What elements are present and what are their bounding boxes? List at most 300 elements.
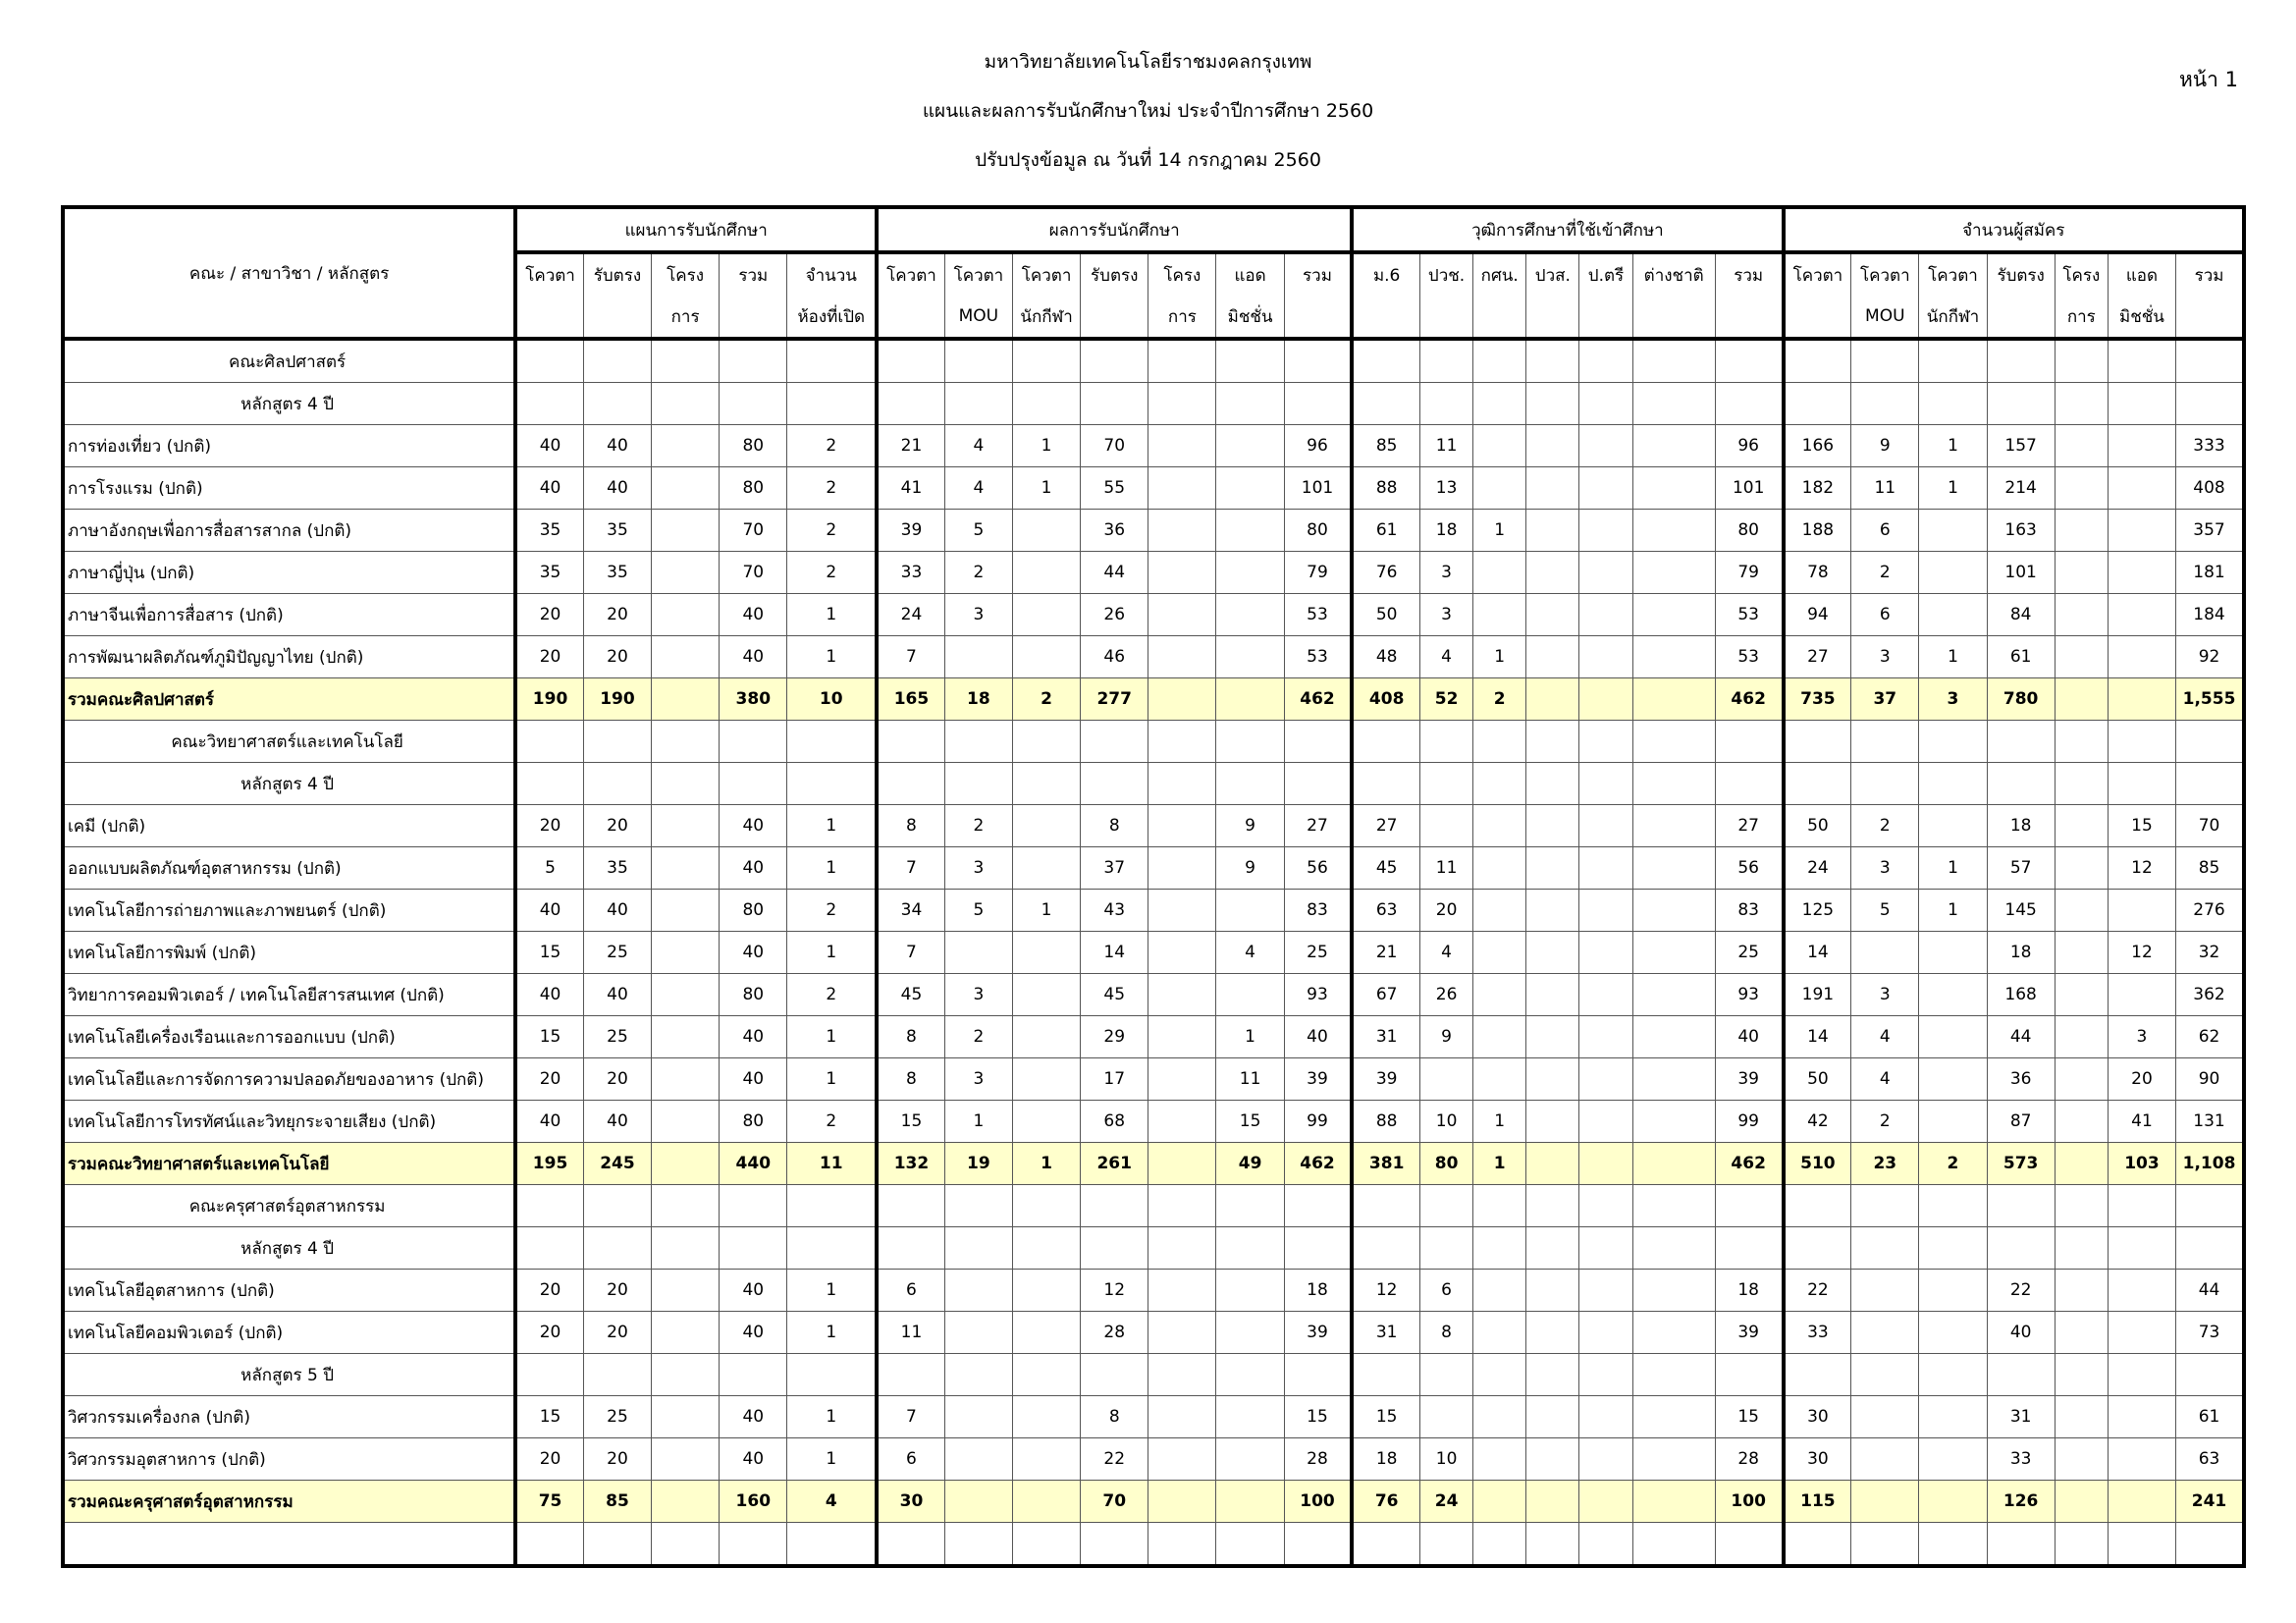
table-cell: 28 xyxy=(1284,1438,1352,1481)
table-cell: 1 xyxy=(1012,890,1080,932)
table-cell xyxy=(1216,1481,1284,1523)
column-header-cont xyxy=(1081,296,1148,339)
table-cell: 6 xyxy=(1851,594,1919,636)
table-cell xyxy=(1012,1396,1080,1438)
table-cell: 277 xyxy=(1081,678,1148,721)
table-cell xyxy=(1715,721,1783,763)
faculty-name: คณะศิลปศาสตร์ xyxy=(63,339,515,383)
table-cell xyxy=(1012,1016,1080,1058)
table-cell xyxy=(1148,847,1216,890)
table-cell xyxy=(1919,383,1987,425)
table-cell: 41 xyxy=(877,467,944,510)
table-cell: 163 xyxy=(1987,510,2055,552)
table-cell xyxy=(652,510,720,552)
table-cell xyxy=(1987,339,2055,383)
table-cell xyxy=(2108,339,2175,383)
table-cell xyxy=(1579,1354,1632,1396)
table-cell xyxy=(515,721,583,763)
table-cell: 357 xyxy=(2176,510,2244,552)
table-cell xyxy=(1632,1227,1715,1270)
table-cell: 15 xyxy=(1216,1101,1284,1143)
table-cell xyxy=(652,1101,720,1143)
column-header: โครง xyxy=(652,252,720,296)
table-cell xyxy=(1784,1185,1851,1227)
table-cell: 21 xyxy=(1352,932,1419,974)
table-cell xyxy=(720,1354,787,1396)
table-cell xyxy=(583,763,651,805)
table-cell xyxy=(2055,763,2108,805)
table-cell: 42 xyxy=(1784,1101,1851,1143)
table-cell: 190 xyxy=(583,678,651,721)
table-cell: 15 xyxy=(515,1396,583,1438)
column-header: แอด xyxy=(1216,252,1284,296)
table-cell xyxy=(1473,1016,1526,1058)
table-cell xyxy=(1919,1058,1987,1101)
table-cell: 2 xyxy=(1851,552,1919,594)
table-cell xyxy=(1473,1438,1526,1481)
table-cell xyxy=(583,1523,651,1567)
table-cell: 381 xyxy=(1352,1143,1419,1185)
table-cell: 40 xyxy=(515,974,583,1016)
table-cell xyxy=(2108,678,2175,721)
table-cell xyxy=(1216,383,1284,425)
table-cell xyxy=(1632,339,1715,383)
table-cell: 53 xyxy=(1284,636,1352,678)
table-cell: 1,108 xyxy=(2176,1143,2244,1185)
table-cell: 20 xyxy=(515,1312,583,1354)
table-cell: 15 xyxy=(1352,1396,1419,1438)
table-cell xyxy=(2055,425,2108,467)
table-cell xyxy=(720,1185,787,1227)
column-header-cont xyxy=(1987,296,2055,339)
table-cell xyxy=(1148,510,1216,552)
table-cell: 2 xyxy=(1473,678,1526,721)
table-cell: 4 xyxy=(944,425,1012,467)
table-cell xyxy=(1632,974,1715,1016)
table-cell: 11 xyxy=(787,1143,877,1185)
table-cell xyxy=(1420,1185,1473,1227)
table-cell xyxy=(1632,467,1715,510)
prog-name: หลักสูตร 5 ปี xyxy=(63,1354,515,1396)
table-cell xyxy=(2108,974,2175,1016)
table-cell: 36 xyxy=(1081,510,1148,552)
faculty-row xyxy=(63,339,2244,383)
table-cell xyxy=(1473,383,1526,425)
table-cell: 10 xyxy=(787,678,877,721)
table-cell xyxy=(1284,1227,1352,1270)
table-cell: 31 xyxy=(1352,1312,1419,1354)
table-row xyxy=(63,1058,2244,1101)
first-col-header: คณะ / สาขาวิชา / หลักสูตร xyxy=(63,207,515,339)
table-cell xyxy=(1526,1227,1579,1270)
table-cell xyxy=(1851,1227,1919,1270)
table-cell xyxy=(2055,1523,2108,1567)
table-cell xyxy=(1216,1227,1284,1270)
table-cell xyxy=(652,1227,720,1270)
table-cell: 20 xyxy=(583,805,651,847)
table-cell xyxy=(1012,721,1080,763)
table-cell: 40 xyxy=(515,1101,583,1143)
program-name: เทคโนโลยีการโทรทัศน์และวิทยุกระจายเสียง (ปกติ) xyxy=(63,1101,515,1143)
table-cell xyxy=(2055,383,2108,425)
table-row xyxy=(63,1270,2244,1312)
table-cell xyxy=(2055,1143,2108,1185)
table-cell: 1 xyxy=(787,1438,877,1481)
table-cell: 20 xyxy=(515,805,583,847)
table-cell: 4 xyxy=(1420,636,1473,678)
table-cell: 13 xyxy=(1420,467,1473,510)
table-cell: 2 xyxy=(1012,678,1080,721)
column-header-cont: การ xyxy=(652,296,720,339)
table-cell: 462 xyxy=(1284,1143,1352,1185)
table-cell xyxy=(2176,1227,2244,1270)
table-cell xyxy=(1352,1227,1419,1270)
table-cell xyxy=(787,1227,877,1270)
group-header: วุฒิการศึกษาที่ใช้เข้าศึกษา xyxy=(1352,207,1783,252)
table-cell xyxy=(2108,383,2175,425)
column-header: แอด xyxy=(2108,252,2175,296)
table-cell xyxy=(2108,1270,2175,1312)
table-cell: 2 xyxy=(1919,1143,1987,1185)
table-cell: 83 xyxy=(1715,890,1783,932)
table-cell: 14 xyxy=(1081,932,1148,974)
table-cell xyxy=(1148,1101,1216,1143)
table-cell: 15 xyxy=(877,1101,944,1143)
table-cell: 1,555 xyxy=(2176,678,2244,721)
group-header: แผนการรับนักศึกษา xyxy=(515,207,877,252)
table-cell xyxy=(1987,763,2055,805)
column-header: รวม xyxy=(1284,252,1352,296)
table-cell: 25 xyxy=(1284,932,1352,974)
table-cell xyxy=(877,339,944,383)
table-cell: 132 xyxy=(877,1143,944,1185)
table-cell: 131 xyxy=(2176,1101,2244,1143)
table-cell xyxy=(2108,1523,2175,1567)
column-header-cont: MOU xyxy=(944,296,1012,339)
table-cell xyxy=(1526,467,1579,510)
table-cell xyxy=(944,1227,1012,1270)
group-header: ผลการรับนักศึกษา xyxy=(877,207,1352,252)
table-cell xyxy=(1784,721,1851,763)
table-cell: 80 xyxy=(720,890,787,932)
table-cell xyxy=(1987,1354,2055,1396)
table-cell xyxy=(1420,721,1473,763)
table-cell: 510 xyxy=(1784,1143,1851,1185)
table-cell: 40 xyxy=(583,890,651,932)
table-cell xyxy=(1473,847,1526,890)
table-cell xyxy=(1148,1396,1216,1438)
table-cell: 182 xyxy=(1784,467,1851,510)
table-cell xyxy=(1919,1354,1987,1396)
table-cell: 1 xyxy=(787,1270,877,1312)
table-row xyxy=(63,974,2244,1016)
table-cell: 3 xyxy=(1851,847,1919,890)
table-cell: 40 xyxy=(583,974,651,1016)
table-cell xyxy=(1579,552,1632,594)
table-cell xyxy=(1148,552,1216,594)
page-number: หน้า 1 xyxy=(2178,68,2238,91)
table-cell xyxy=(2055,721,2108,763)
table-cell xyxy=(1919,339,1987,383)
table-cell: 7 xyxy=(877,1396,944,1438)
program-name: ออกแบบผลิตภัณฑ์อุตสาหกรรม (ปกติ) xyxy=(63,847,515,890)
table-cell: 15 xyxy=(1715,1396,1783,1438)
table-cell: 1 xyxy=(944,1101,1012,1143)
table-cell: 26 xyxy=(1081,594,1148,636)
table-cell xyxy=(1352,721,1419,763)
table-cell: 40 xyxy=(720,847,787,890)
table-cell: 1 xyxy=(787,1016,877,1058)
table-row xyxy=(63,1438,2244,1481)
table-cell: 40 xyxy=(720,805,787,847)
table-cell: 67 xyxy=(1352,974,1419,1016)
table-cell xyxy=(1919,974,1987,1016)
table-cell: 1 xyxy=(1473,510,1526,552)
table-cell: 70 xyxy=(2176,805,2244,847)
table-cell xyxy=(1579,594,1632,636)
table-cell xyxy=(1715,339,1783,383)
table-cell xyxy=(944,763,1012,805)
table-cell: 40 xyxy=(515,425,583,467)
table-cell: 85 xyxy=(1352,425,1419,467)
table-cell xyxy=(1352,1185,1419,1227)
table-cell xyxy=(2055,636,2108,678)
table-row xyxy=(63,1312,2244,1354)
table-cell xyxy=(1284,721,1352,763)
table-cell: 32 xyxy=(2176,932,2244,974)
table-cell: 1 xyxy=(787,1312,877,1354)
table-cell: 17 xyxy=(1081,1058,1148,1101)
table-cell: 1 xyxy=(787,594,877,636)
table-cell: 7 xyxy=(877,636,944,678)
total-name: รวมคณะครุศาสตร์อุตสาหกรรม xyxy=(63,1481,515,1523)
table-cell: 18 xyxy=(1987,805,2055,847)
table-cell xyxy=(2108,552,2175,594)
table-cell: 18 xyxy=(1352,1438,1419,1481)
faculty-name: คณะวิทยาศาสตร์และเทคโนโลยี xyxy=(63,721,515,763)
table-cell xyxy=(1851,1312,1919,1354)
table-cell: 49 xyxy=(1216,1143,1284,1185)
table-cell xyxy=(1148,383,1216,425)
table-cell xyxy=(2108,467,2175,510)
table-cell: 100 xyxy=(1284,1481,1352,1523)
column-header: จำนวน xyxy=(787,252,877,296)
table-cell: 4 xyxy=(944,467,1012,510)
table-cell: 276 xyxy=(2176,890,2244,932)
table-cell: 1 xyxy=(787,1396,877,1438)
table-cell xyxy=(2055,1058,2108,1101)
table-cell: 145 xyxy=(1987,890,2055,932)
table-cell xyxy=(944,1185,1012,1227)
table-row xyxy=(63,552,2244,594)
table-cell xyxy=(2176,1185,2244,1227)
table-cell xyxy=(1579,721,1632,763)
table-cell: 7 xyxy=(877,932,944,974)
table-cell xyxy=(1284,383,1352,425)
table-cell xyxy=(1632,763,1715,805)
table-cell xyxy=(2055,1481,2108,1523)
table-cell xyxy=(1579,1143,1632,1185)
table-cell: 40 xyxy=(720,932,787,974)
blank-name xyxy=(63,1523,515,1567)
table-cell xyxy=(1579,890,1632,932)
faculty-row xyxy=(63,721,2244,763)
table-cell: 40 xyxy=(720,1396,787,1438)
table-cell: 28 xyxy=(1715,1438,1783,1481)
table-cell xyxy=(2176,383,2244,425)
table-cell xyxy=(1420,1058,1473,1101)
table-cell: 101 xyxy=(1987,552,2055,594)
table-cell: 15 xyxy=(1284,1396,1352,1438)
table-cell: 245 xyxy=(583,1143,651,1185)
column-header: ป.ตรี xyxy=(1579,252,1632,296)
table-cell xyxy=(1216,467,1284,510)
table-cell xyxy=(1148,721,1216,763)
column-header-cont xyxy=(1784,296,1851,339)
table-cell: 2 xyxy=(787,425,877,467)
table-row xyxy=(63,425,2244,467)
table-cell xyxy=(1012,1185,1080,1227)
table-cell: 93 xyxy=(1284,974,1352,1016)
admission-table xyxy=(61,205,2246,1568)
table-cell: 37 xyxy=(1851,678,1919,721)
table-cell xyxy=(1284,1354,1352,1396)
table-cell xyxy=(1012,1101,1080,1143)
column-header-cont: นักกีฬา xyxy=(1012,296,1080,339)
table-cell: 11 xyxy=(1420,847,1473,890)
table-cell: 92 xyxy=(2176,636,2244,678)
column-header-cont: มิชชั่น xyxy=(2108,296,2175,339)
table-cell: 780 xyxy=(1987,678,2055,721)
column-header: ปวช. xyxy=(1420,252,1473,296)
table-cell: 1 xyxy=(1012,425,1080,467)
table-cell: 27 xyxy=(1715,805,1783,847)
table-cell xyxy=(1784,763,1851,805)
table-cell xyxy=(1148,339,1216,383)
table-cell: 11 xyxy=(877,1312,944,1354)
table-cell xyxy=(1420,1523,1473,1567)
table-cell xyxy=(1012,510,1080,552)
table-cell xyxy=(583,339,651,383)
table-cell: 2 xyxy=(787,890,877,932)
table-cell xyxy=(2108,1354,2175,1396)
table-cell: 4 xyxy=(1216,932,1284,974)
table-cell xyxy=(1420,339,1473,383)
table-cell: 14 xyxy=(1784,932,1851,974)
table-cell: 214 xyxy=(1987,467,2055,510)
table-cell xyxy=(1473,932,1526,974)
table-cell xyxy=(1526,1438,1579,1481)
table-cell xyxy=(1526,1312,1579,1354)
table-cell: 27 xyxy=(1284,805,1352,847)
table-cell: 10 xyxy=(1420,1438,1473,1481)
table-cell xyxy=(1579,1016,1632,1058)
table-cell: 4 xyxy=(1420,932,1473,974)
table-cell xyxy=(787,763,877,805)
table-cell xyxy=(1081,1523,1148,1567)
table-cell: 76 xyxy=(1352,1481,1419,1523)
table-cell: 80 xyxy=(1715,510,1783,552)
table-cell xyxy=(1012,932,1080,974)
table-cell: 24 xyxy=(1420,1481,1473,1523)
table-cell: 39 xyxy=(1715,1312,1783,1354)
table-cell xyxy=(2055,1396,2108,1438)
column-header: โควตา xyxy=(515,252,583,296)
table-cell: 24 xyxy=(1784,847,1851,890)
table-cell xyxy=(1715,1185,1783,1227)
table-cell xyxy=(2055,890,2108,932)
table-cell: 2 xyxy=(944,805,1012,847)
table-cell: 50 xyxy=(1352,594,1419,636)
table-cell xyxy=(1579,425,1632,467)
table-cell: 160 xyxy=(720,1481,787,1523)
column-header: รวม xyxy=(1715,252,1783,296)
table-cell: 3 xyxy=(1851,636,1919,678)
table-row xyxy=(63,1016,2244,1058)
table-cell: 40 xyxy=(720,1270,787,1312)
table-cell: 85 xyxy=(583,1481,651,1523)
table-cell: 19 xyxy=(944,1143,1012,1185)
table-cell: 2 xyxy=(787,552,877,594)
table-cell xyxy=(515,1354,583,1396)
table-cell xyxy=(1632,1270,1715,1312)
table-cell xyxy=(944,932,1012,974)
table-cell xyxy=(515,339,583,383)
table-cell xyxy=(1216,1270,1284,1312)
table-cell: 2 xyxy=(787,974,877,1016)
table-cell: 20 xyxy=(583,1312,651,1354)
table-cell: 2 xyxy=(944,1016,1012,1058)
table-cell xyxy=(2108,1312,2175,1354)
table-cell: 103 xyxy=(2108,1143,2175,1185)
table-cell xyxy=(1632,1354,1715,1396)
table-cell xyxy=(652,339,720,383)
table-cell: 43 xyxy=(1081,890,1148,932)
table-cell xyxy=(583,383,651,425)
prog-name: หลักสูตร 4 ปี xyxy=(63,763,515,805)
table-cell xyxy=(2108,594,2175,636)
table-cell: 87 xyxy=(1987,1101,2055,1143)
table-cell: 56 xyxy=(1715,847,1783,890)
table-cell: 18 xyxy=(1420,510,1473,552)
table-cell xyxy=(1148,890,1216,932)
table-cell xyxy=(2108,1481,2175,1523)
table-cell xyxy=(1851,1396,1919,1438)
column-header: โควตา xyxy=(1012,252,1080,296)
table-cell xyxy=(2108,721,2175,763)
table-cell xyxy=(1081,763,1148,805)
table-cell: 70 xyxy=(1081,425,1148,467)
table-cell xyxy=(652,932,720,974)
column-header: รวม xyxy=(2176,252,2244,296)
table-cell: 70 xyxy=(720,510,787,552)
table-cell xyxy=(1012,1523,1080,1567)
column-header-cont: มิชชั่น xyxy=(1216,296,1284,339)
table-cell xyxy=(1851,1354,1919,1396)
table-cell xyxy=(1526,636,1579,678)
table-cell: 1 xyxy=(1473,1143,1526,1185)
column-header: โครง xyxy=(1148,252,1216,296)
table-cell xyxy=(2055,678,2108,721)
table-cell: 94 xyxy=(1784,594,1851,636)
table-cell xyxy=(1081,1227,1148,1270)
table-cell: 53 xyxy=(1284,594,1352,636)
table-cell: 40 xyxy=(720,1016,787,1058)
table-cell xyxy=(1284,763,1352,805)
table-cell xyxy=(1473,721,1526,763)
table-cell: 90 xyxy=(2176,1058,2244,1101)
table-cell xyxy=(583,1227,651,1270)
